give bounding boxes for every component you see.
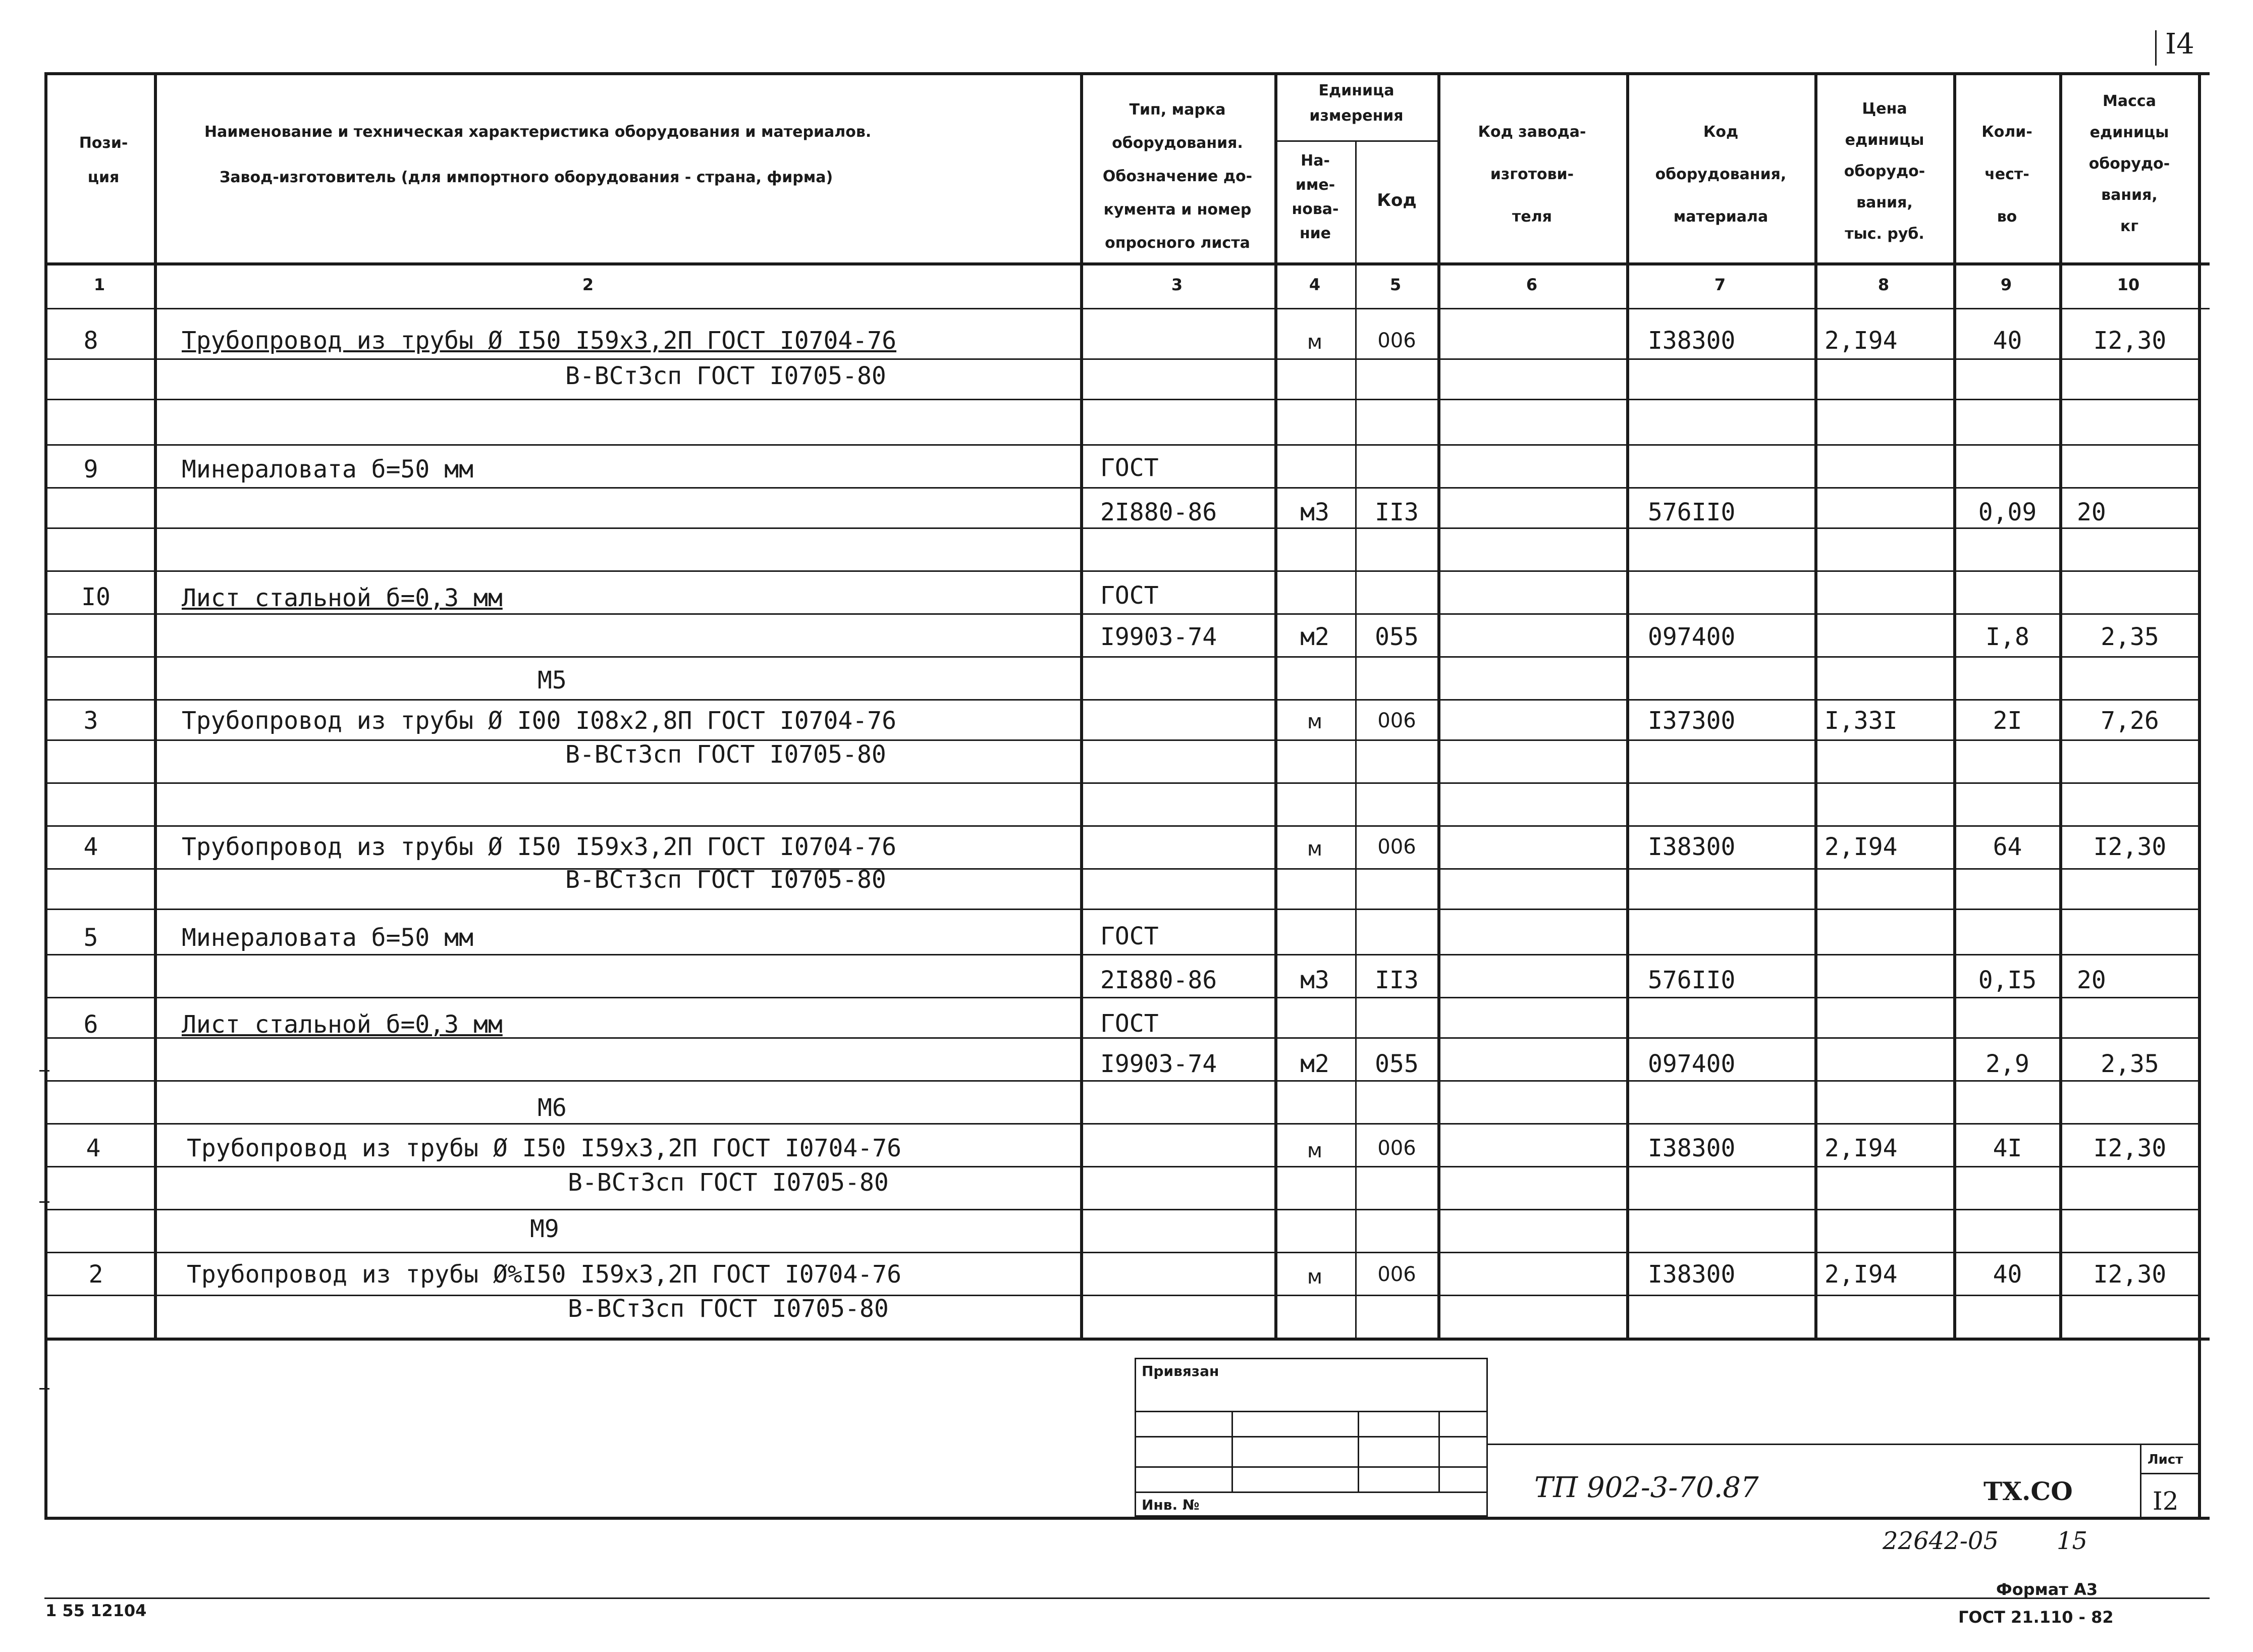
col-line-2 xyxy=(1080,72,1083,1339)
archive-number: 22642-05 xyxy=(1883,1527,1999,1555)
col-line-6 xyxy=(1626,72,1629,1339)
header-position: Пози- ция xyxy=(79,134,128,186)
row-name: Минераловата б=50 мм xyxy=(182,455,473,484)
inv-label: Инв. № xyxy=(1142,1497,1200,1513)
header-type: Тип, марка оборудования. Обозначение до- кумента и номер опросного листа xyxy=(1102,101,1253,252)
row-unit: м2 xyxy=(1300,623,1329,651)
row-price: 2,I94 xyxy=(1825,1134,1898,1162)
section-label: М9 xyxy=(530,1215,559,1243)
row-unit-code: 006 xyxy=(1377,835,1416,859)
row-unit: м xyxy=(1307,710,1323,733)
header-bottom-border xyxy=(44,262,2210,265)
row-position: 9 xyxy=(83,455,98,484)
row-name-cont: В-ВСт3сп ГОСТ I0705-80 xyxy=(565,740,886,769)
row-unit: м3 xyxy=(1300,498,1329,526)
row-position: 2 xyxy=(88,1260,103,1289)
row-code: I38300 xyxy=(1648,1260,1736,1289)
corner-bar xyxy=(2155,30,2157,66)
row-name-cont: В-ВСт3сп ГОСТ I0705-80 xyxy=(568,1168,889,1197)
sheet-label: Лист xyxy=(2148,1452,2183,1467)
row-unit-code: 006 xyxy=(1377,1263,1416,1286)
row-unit-code: 006 xyxy=(1377,709,1416,732)
row-name: Трубопровод из трубы Ø I50 I59x3,2П ГОСТ I0704-76 xyxy=(182,327,897,355)
row-position: 8 xyxy=(83,327,98,355)
row-unit: м xyxy=(1307,837,1323,861)
row-unit: м2 xyxy=(1300,1050,1329,1078)
row-unit: м3 xyxy=(1300,966,1329,994)
header-equipment-code: Код оборудования, материала xyxy=(1655,123,1787,226)
row-code: 576II0 xyxy=(1648,966,1736,994)
row-unit: м xyxy=(1307,1139,1323,1162)
row-qty: 0,I5 xyxy=(1978,966,2037,994)
colnum-2: 2 xyxy=(582,275,594,294)
row-doc: 2I880-86 xyxy=(1100,966,1217,994)
colnum-4: 4 xyxy=(1309,275,1321,294)
row-unit-code: II3 xyxy=(1375,498,1419,526)
header-unit-name: На- име- нова- ние xyxy=(1292,152,1339,242)
row-doc: ГОСТ xyxy=(1100,1009,1159,1038)
table-top-border xyxy=(44,72,2210,75)
row-code: I38300 xyxy=(1648,833,1736,861)
row-qty: 2,9 xyxy=(1986,1050,2029,1078)
header-mass: Масса единицы оборудо- вания, кг xyxy=(2088,92,2170,235)
row-name-cont: В-ВСт3сп ГОСТ I0705-80 xyxy=(568,1295,889,1323)
colnum-9: 9 xyxy=(2000,275,2012,294)
row-doc: 2I880-86 xyxy=(1100,498,1217,526)
section-label: М6 xyxy=(538,1094,567,1122)
header-price: Цена единицы оборудо- вания, тыс. руб. xyxy=(1844,100,1925,243)
col-line-10 xyxy=(2198,72,2201,1518)
colnum-1: 1 xyxy=(93,275,105,294)
col-line-0 xyxy=(44,72,47,1518)
row-name: Трубопровод из трубы Ø%I50 I59x3,2П ГОСТ I0704-76 xyxy=(187,1260,902,1289)
row-code: I38300 xyxy=(1648,327,1736,355)
row-doc: ГОСТ xyxy=(1100,922,1159,950)
header-quantity: Коли- чест- во xyxy=(1981,123,2032,226)
row-qty: 40 xyxy=(1993,327,2022,355)
row-mass: I2,30 xyxy=(2093,833,2167,861)
colnum-5: 5 xyxy=(1389,275,1402,294)
margin-tick xyxy=(39,1388,49,1390)
row-code: 576II0 xyxy=(1648,498,1736,526)
footer-left-code: 1 55 12104 xyxy=(45,1601,147,1620)
row-code: 097400 xyxy=(1648,1050,1736,1078)
footer-format: Формат А3 xyxy=(1996,1580,2098,1599)
row-position: I0 xyxy=(81,583,111,611)
attached-label: Привязан xyxy=(1142,1363,1219,1379)
document-code: ТП 902-3-70.87 xyxy=(1534,1471,1759,1504)
row-unit-code: 006 xyxy=(1377,329,1416,352)
row-mass: 7,26 xyxy=(2101,707,2159,735)
row-name: Трубопровод из трубы Ø I00 I08x2,8П ГОСТ I0704-76 xyxy=(182,707,897,735)
row-mass: 2,35 xyxy=(2101,1050,2159,1078)
row-mass: I2,30 xyxy=(2093,327,2167,355)
col-line-5 xyxy=(1437,72,1440,1339)
row-position: 3 xyxy=(83,707,98,735)
header-unit-code: Код xyxy=(1377,190,1417,210)
row-doc: ГОСТ xyxy=(1100,454,1159,482)
row-qty: 40 xyxy=(1993,1260,2022,1289)
margin-tick xyxy=(39,1201,49,1203)
row-name: Минераловата б=50 мм xyxy=(182,924,473,952)
archive-page: 15 xyxy=(2057,1527,2088,1555)
row-doc: ГОСТ xyxy=(1100,581,1159,610)
row-qty: I,8 xyxy=(1986,623,2029,651)
row-name: Лист стальной б=0,3 мм xyxy=(182,584,503,612)
corner-page-number: I4 xyxy=(2165,28,2194,61)
row-code: I37300 xyxy=(1648,707,1736,735)
row-name: Трубопровод из трубы Ø I50 I59x3,2П ГОСТ I0704-76 xyxy=(187,1134,902,1162)
row-price: 2,I94 xyxy=(1825,327,1898,355)
row-doc: I9903-74 xyxy=(1100,623,1217,651)
row-unit-code: II3 xyxy=(1375,966,1419,994)
colnum-8: 8 xyxy=(1878,275,1890,294)
row-price: 2,I94 xyxy=(1825,833,1898,861)
colnum-7: 7 xyxy=(1714,275,1726,294)
unit-group-divider xyxy=(1274,140,1437,142)
row-name-cont: В-ВСт3сп ГОСТ I0705-80 xyxy=(565,362,886,390)
document-mark: ТХ.СО xyxy=(1983,1476,2073,1506)
header-factory-code: Код завода- изготови- теля xyxy=(1478,123,1586,226)
row-position: 4 xyxy=(83,833,98,861)
row-name: Лист стальной б=0,3 мм xyxy=(182,1010,503,1039)
col-line-7 xyxy=(1814,72,1817,1339)
row-position: 6 xyxy=(83,1010,98,1039)
row-qty: 64 xyxy=(1993,833,2022,861)
colnum-3: 3 xyxy=(1171,275,1183,294)
header-units-group: Единица измерения xyxy=(1309,82,1404,125)
sheet-number: I2 xyxy=(2153,1486,2179,1516)
column-numbers-bottom xyxy=(44,308,2210,309)
row-price: 2,I94 xyxy=(1825,1260,1898,1289)
row-code: I38300 xyxy=(1648,1134,1736,1162)
colnum-10: 10 xyxy=(2117,275,2140,294)
row-qty: 4I xyxy=(1993,1134,2022,1162)
row-qty: 0,09 xyxy=(1978,498,2037,526)
row-unit-code: 055 xyxy=(1375,1050,1419,1078)
footer-gost: ГОСТ 21.110 - 82 xyxy=(1958,1608,2114,1627)
row-unit-code: 055 xyxy=(1375,623,1419,651)
row-name: Трубопровод из трубы Ø I50 I59x3,2П ГОСТ I0704-76 xyxy=(182,833,897,861)
col-line-1 xyxy=(154,72,157,1339)
row-qty: 2I xyxy=(1993,707,2022,735)
row-code: 097400 xyxy=(1648,623,1736,651)
footer-line xyxy=(44,1597,2210,1599)
header-name-line2: Завод-изготовитель (для импортного оборудования - страна, фирма) xyxy=(220,169,833,186)
row-unit: м xyxy=(1307,1265,1323,1289)
row-unit: м xyxy=(1307,331,1323,354)
row-mass: I2,30 xyxy=(2093,1260,2167,1289)
margin-tick xyxy=(39,1070,49,1072)
colnum-6: 6 xyxy=(1526,275,1538,294)
row-name-cont: В-ВСт3сп ГОСТ I0705-80 xyxy=(565,866,886,894)
row-mass: 20 xyxy=(2077,498,2106,526)
row-mass: 2,35 xyxy=(2101,623,2159,651)
row-price: I,33I xyxy=(1825,707,1898,735)
row-position: 4 xyxy=(86,1134,101,1162)
header-name-line1: Наименование и техническая характеристика оборудования и материалов. xyxy=(204,123,872,141)
row-doc: I9903-74 xyxy=(1100,1050,1217,1078)
row-mass: I2,30 xyxy=(2093,1134,2167,1162)
row-mass: 20 xyxy=(2077,966,2106,994)
section-label: М5 xyxy=(538,666,567,695)
row-position: 5 xyxy=(83,924,98,952)
row-unit-code: 006 xyxy=(1377,1137,1416,1160)
